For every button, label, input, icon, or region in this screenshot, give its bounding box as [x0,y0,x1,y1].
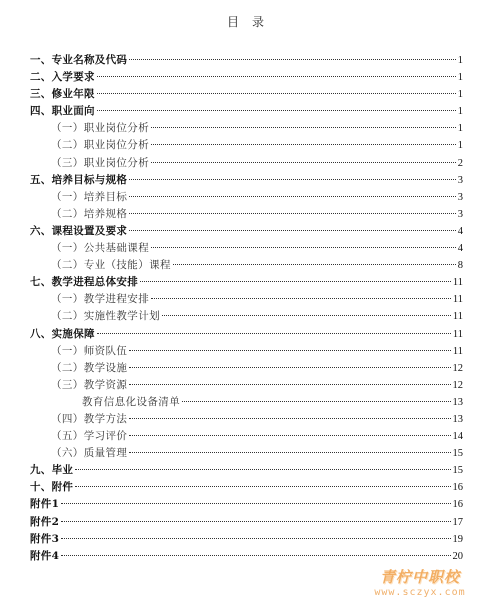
toc-dot-leader [162,315,451,316]
toc-entry-label: （一）职业岗位分析 [51,122,150,135]
toc-entry-page-number: 12 [452,379,463,391]
toc-entry-label: 七、教学进程总体安排 [30,276,138,289]
table-of-contents [30,52,463,565]
toc-entry-page-number: 11 [452,277,463,289]
toc-entry-label: 附件3 [30,532,60,545]
toc-entry-label: （五）学习评价 [51,430,128,443]
toc-dot-leader [129,59,456,60]
toc-entry-label: 附件2 [30,515,60,528]
toc-entry-label: 教育信息化设备清单 [82,395,181,408]
toc-entry-page-number: 12 [452,362,463,374]
toc-entry[interactable] [30,394,463,411]
toc-dot-leader [129,367,450,368]
toc-entry-page-number: 14 [452,431,463,443]
toc-dot-leader [97,76,456,77]
toc-entry-page-number: 13 [452,413,463,425]
toc-entry-label: 九、毕业 [30,464,74,477]
toc-entry-label: 五、培养目标与规格 [30,173,128,186]
toc-entry[interactable] [30,514,463,531]
toc-entry[interactable] [30,155,463,172]
toc-entry[interactable] [30,360,463,377]
toc-entry-label: （六）质量管理 [51,447,128,460]
toc-dot-leader [151,144,456,145]
toc-entry-page-number: 19 [452,533,463,545]
toc-entry[interactable] [30,531,463,548]
toc-entry[interactable] [30,172,463,189]
toc-entry-label: 三、修业年限 [30,88,95,101]
toc-entry-label: （二）实施性教学计划 [51,310,160,323]
toc-entry-label: （二）专业（技能）课程 [51,259,171,272]
toc-entry[interactable] [30,462,463,479]
toc-dot-leader [151,127,456,128]
toc-dot-leader [140,281,451,282]
toc-dot-leader [151,298,451,299]
toc-dot-leader [129,179,456,180]
toc-dot-leader [61,538,450,539]
watermark-name: 青柠中职校 [379,568,460,586]
toc-entry[interactable] [30,411,463,428]
toc-entry-page-number: 15 [452,448,463,460]
toc-entry[interactable] [30,308,463,325]
toc-entry-label: （四）教学方法 [51,412,128,425]
toc-entry-page-number: 1 [457,89,463,101]
toc-dot-leader [151,247,456,248]
toc-entry-page-number: 13 [452,396,463,408]
toc-entry-page-number: 4 [457,225,463,237]
toc-entry-page-number: 3 [457,174,463,186]
toc-title: 目录 [226,15,277,29]
toc-entry[interactable] [30,479,463,496]
toc-entry-label: （三）教学资源 [51,378,128,391]
toc-dot-leader [129,452,450,453]
toc-entry[interactable] [30,257,463,274]
toc-entry[interactable] [30,291,463,308]
toc-entry-label: （三）职业岗位分析 [51,156,150,169]
watermark-url: www.sczyx.com [374,587,466,598]
toc-entry[interactable] [30,137,463,154]
toc-dot-leader [61,555,450,556]
toc-entry[interactable] [30,428,463,445]
toc-entry-label: （二）培养规格 [51,207,128,220]
toc-dot-leader [129,196,455,197]
toc-entry-page-number: 3 [457,191,463,203]
toc-entry[interactable] [30,69,463,86]
toc-entry-page-number: 11 [452,328,463,340]
toc-dot-leader [75,486,450,487]
toc-entry-page-number: 4 [457,243,463,255]
toc-entry-page-number: 2 [457,157,463,169]
toc-entry-label: 八、实施保障 [30,327,95,340]
toc-dot-leader [75,469,450,470]
toc-dot-leader [61,521,450,522]
toc-entry[interactable] [30,240,463,257]
toc-entry-page-number: 16 [452,499,463,511]
toc-entry-page-number: 1 [457,55,463,66]
toc-dot-leader [129,435,450,436]
toc-entry[interactable] [30,189,463,206]
toc-entry-page-number: 1 [457,123,463,135]
toc-entry-label: （一）培养目标 [51,190,128,203]
toc-entry-label: 二、入学要求 [30,71,95,84]
toc-entry-label: （一）教学进程安排 [51,293,150,306]
toc-entry[interactable] [30,52,463,69]
toc-dot-leader [129,418,450,419]
toc-entry-label: 附件1 [30,498,60,511]
toc-entry-page-number: 3 [457,208,463,220]
toc-entry-page-number: 11 [452,345,463,357]
toc-entry-page-number: 8 [457,260,463,272]
toc-entry[interactable] [30,206,463,223]
toc-entry[interactable] [30,377,463,394]
toc-dot-leader [61,503,450,504]
toc-entry[interactable] [30,343,463,360]
toc-entry-page-number: 1 [457,72,463,84]
toc-entry-page-number: 20 [452,550,463,562]
toc-dot-leader [182,401,450,402]
toc-entry-label: 附件4 [30,549,60,562]
toc-entry-label: 十、附件 [30,481,74,494]
toc-entry[interactable] [30,120,463,137]
toc-dot-leader [173,264,456,265]
toc-dot-leader [129,384,450,385]
toc-entry-label: （一）公共基础课程 [51,242,150,255]
toc-entry[interactable] [30,548,463,565]
toc-entry[interactable] [30,326,463,343]
toc-entry-page-number: 15 [452,465,463,477]
toc-dot-leader [97,333,451,334]
toc-entry-page-number: 17 [452,516,463,528]
toc-dot-leader [129,350,451,351]
toc-entry-label: 一、专业名称及代码 [30,54,128,66]
toc-dot-leader [151,162,456,163]
toc-entry-label: （二）职业岗位分析 [51,139,150,152]
toc-entry-label: （一）师资队伍 [51,344,128,357]
toc-entry-page-number: 1 [457,140,463,152]
toc-entry-page-number: 1 [457,106,463,118]
toc-entry-label: 四、职业面向 [30,105,95,118]
toc-dot-leader [97,110,456,111]
watermark-logo [364,566,476,598]
toc-dot-leader [129,230,456,231]
toc-entry[interactable] [30,274,463,291]
toc-entry-page-number: 11 [452,294,463,306]
toc-entry-page-number: 11 [452,311,463,323]
toc-entry-page-number: 16 [452,482,463,494]
toc-entry-label: 六、课程设置及要求 [30,224,128,237]
toc-dot-leader [97,93,456,94]
toc-entry[interactable] [30,103,463,120]
toc-dot-leader [129,213,455,214]
toc-entry[interactable] [30,445,463,462]
toc-entry[interactable] [30,86,463,103]
toc-entry[interactable] [30,496,463,513]
toc-entry[interactable] [30,223,463,240]
toc-entry-label: （二）教学设施 [51,361,128,374]
